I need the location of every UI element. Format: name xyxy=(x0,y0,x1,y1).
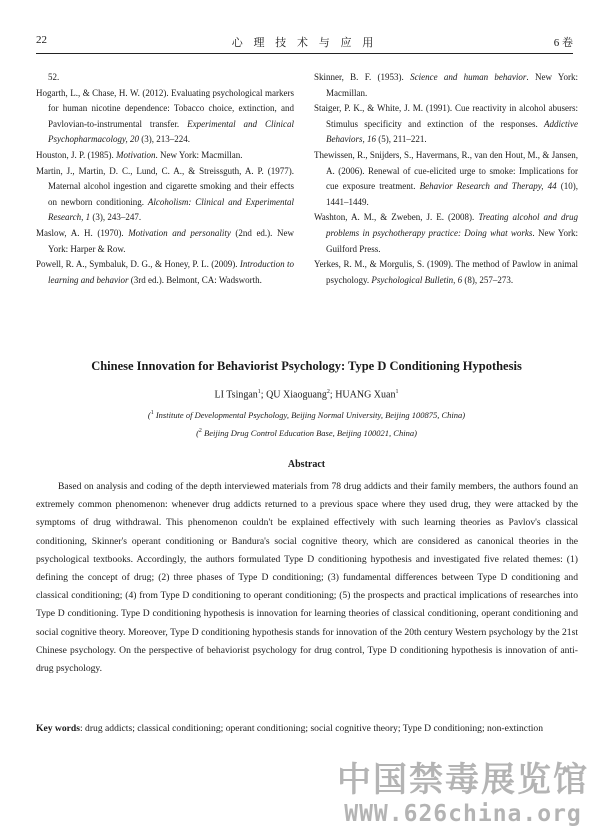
reference-source-italic: Science and human behavior xyxy=(410,72,527,82)
reference-source-italic: Psychological Bulletin, 6 xyxy=(371,274,463,285)
watermark-url: WWW.626china.org xyxy=(344,801,582,827)
reference-entry xyxy=(314,257,578,288)
volume-label: 6 卷 xyxy=(553,37,573,49)
reference-text: Thewissen, R., Snijders, S., Havermans, R., van den Hout, M., & Jansen, A. (2006). Renewal of cue-elicited urge to smoke: Implications for cue exposure treatment. xyxy=(314,149,578,192)
reference-entry xyxy=(314,101,578,148)
reference-entry xyxy=(314,148,578,210)
page-header xyxy=(36,34,573,50)
reference-text: Hogarth, L., & Chase, H. W. (2012). Evaluating psychological markers for human nicotine dependence: Tobacco choice, extinction, and Pavlovian-to-instrumental transfer. xyxy=(36,87,294,129)
reference-text: Skinner, B. F. (1953). xyxy=(314,72,411,82)
author-affil-mark: 2 xyxy=(326,389,330,395)
keywords-label: Key words xyxy=(36,723,80,734)
author-affil-mark: 1 xyxy=(257,389,261,395)
reference-entry xyxy=(36,164,294,226)
reference-source-italic: Addictive Behaviors, 16 xyxy=(326,118,578,145)
abstract-heading: Abstract xyxy=(287,459,326,470)
author-name: HUANG Xuan xyxy=(335,389,396,401)
reference-text: Maslow, A. H. (1970). xyxy=(36,227,129,238)
affiliation-2: ($^2$ Beijing Drug Control Education Base, Beijing 100021, China) xyxy=(196,428,417,438)
affiliation-number: 1 xyxy=(150,410,154,417)
reference-entry xyxy=(36,226,294,257)
keywords-line xyxy=(36,720,578,738)
abstract-text: Based on analysis and coding of the depth interviewed materials from 78 drug addicts and their family members, the authors found an extremely common phenomenon: whenever drug addicts returned to a previous space where they used drug, they were attacked by the symptoms of drug withdrawal. This phenomenon couldn't be explained effectively with such learning theories as Pavlov's classical conditioning, Skinner's operant conditioning or Bandura's social cognitive theory, which are considered as canonical theories in the psychological textbooks. Accordingly, the authors formulated Type D conditioning hypothesis and investigated five related themes: (1) defining the concept of drug; (2) three phases of Type D conditioning; (3) fundamental differences between Type D conditioning and classical conditioning; (4) from Type D conditioning to operant conditioning; (5) the prospects and practical implications of researches into Type D conditioning. Type D conditioning hypothesis is innovation for learning theories of classical conditioning, operant conditioning and social cognitive theory. Moreover, Type D conditioning hypothesis stands for innovation of the 20th century Western psychology by the 21st Chinese psychology. On the perspective of behaviorist psychology for drug control, Type D conditioning hypothesis is innovation of anti-drug psychology. xyxy=(36,481,578,675)
reference-source-italic: Behavior Research and Therapy, 44 xyxy=(419,181,557,192)
reference-text: (8), 257–273. xyxy=(462,274,514,285)
reference-text: (3), 213–224. xyxy=(138,134,190,145)
affiliation-number: 2 xyxy=(198,428,202,435)
reference-text: . New York: Macmillan. xyxy=(326,72,579,98)
reference-text: Powell, R. A., Symbaluk, D. G., & Honey, P. L. (2009). xyxy=(36,259,240,270)
references-left-column xyxy=(36,70,294,288)
reference-text: 52. xyxy=(48,72,60,82)
reference-text: (2nd ed.). New York: Harper & Row. xyxy=(48,227,294,254)
author-separator: ; xyxy=(260,389,267,401)
author-line xyxy=(0,389,613,400)
reference-text: (3rd ed.). Belmont, CA: Wadsworth. xyxy=(128,274,262,285)
affiliation-text: Institute of Developmental Psychology, Beijing Normal University, Beijing 100875, China xyxy=(155,410,463,420)
reference-entry xyxy=(36,257,294,288)
author-name: QU Xiaoguang xyxy=(266,389,327,401)
reference-text: (10), 1441–1449. xyxy=(326,181,578,207)
reference-text: Staiger, P. K., & White, J. M. (1991). Cue reactivity in alcohol abusers: Stimulus specificity and extinction of the responses. xyxy=(314,103,578,129)
reference-text: (5), 211–221. xyxy=(376,134,427,145)
author-name: LI Tsingan xyxy=(214,389,258,401)
journal-title: 心 理 技 术 与 应 用 xyxy=(231,37,378,49)
reference-text: Yerkes, R. M., & Morgulis, S. (1909). The method of Pawlow in animal psychology. xyxy=(314,259,578,285)
reference-text: . New York: Macmillan. xyxy=(155,149,243,160)
reference-text: Houston, J. P. (1985). xyxy=(36,149,117,160)
watermark-chinese-text: 中国禁毒展览馆 xyxy=(337,760,589,800)
reference-entry xyxy=(36,148,294,164)
reference-text: Martin, J., Martin, D. C., Lund, C. A., & Streissguth, A. P. (1977). Maternal alcohol ingestion and cigarette smoking and their effects on newborn conditioning. xyxy=(36,165,294,207)
reference-entry xyxy=(314,70,578,101)
reference-source-italic: Motivation and personality xyxy=(128,227,231,238)
reference-text: (3), 243–247. xyxy=(90,212,142,223)
watermark-logo xyxy=(318,760,608,840)
article-title: Chinese Innovation for Behaviorist Psychology: Type D Conditioning Hypothesis xyxy=(91,359,522,373)
reference-entry xyxy=(314,210,578,257)
affiliation-text: Beijing Drug Control Education Base, Beijing 100021, China xyxy=(204,428,415,438)
reference-entry xyxy=(36,86,294,148)
reference-source-italic: Introduction to learning and behavior xyxy=(48,259,294,285)
reference-source-italic: Motivation xyxy=(116,149,156,160)
reference-source-italic: Experimental and Clinical Psychopharmacology, 20 xyxy=(48,118,295,145)
affiliation-1: ($^1$ Institute of Developmental Psychology, Beijing Normal University, Beijing 100875, China) xyxy=(147,410,466,420)
references-right-column xyxy=(314,70,578,288)
author-separator: ; xyxy=(329,389,336,401)
reference-source-italic: Treating alcohol and drug problems in psychotherapy practice: Doing what works xyxy=(326,212,579,238)
reference-entry xyxy=(36,70,294,86)
keywords-list: : drug addicts; classical conditioning; operant conditioning; social cognitive theory; Type D conditioning; non-extinction xyxy=(79,723,543,734)
reference-text: Washton, A. M., & Zweben, J. E. (2008). xyxy=(314,212,479,223)
reference-text: . New York: Guilford Press. xyxy=(326,227,578,254)
page-number: 22 xyxy=(36,34,47,46)
author-affil-mark: 1 xyxy=(395,389,399,395)
header-rule xyxy=(36,53,573,54)
reference-source-italic: Alcoholism: Clinical and Experimental Research, 1 xyxy=(48,196,294,223)
